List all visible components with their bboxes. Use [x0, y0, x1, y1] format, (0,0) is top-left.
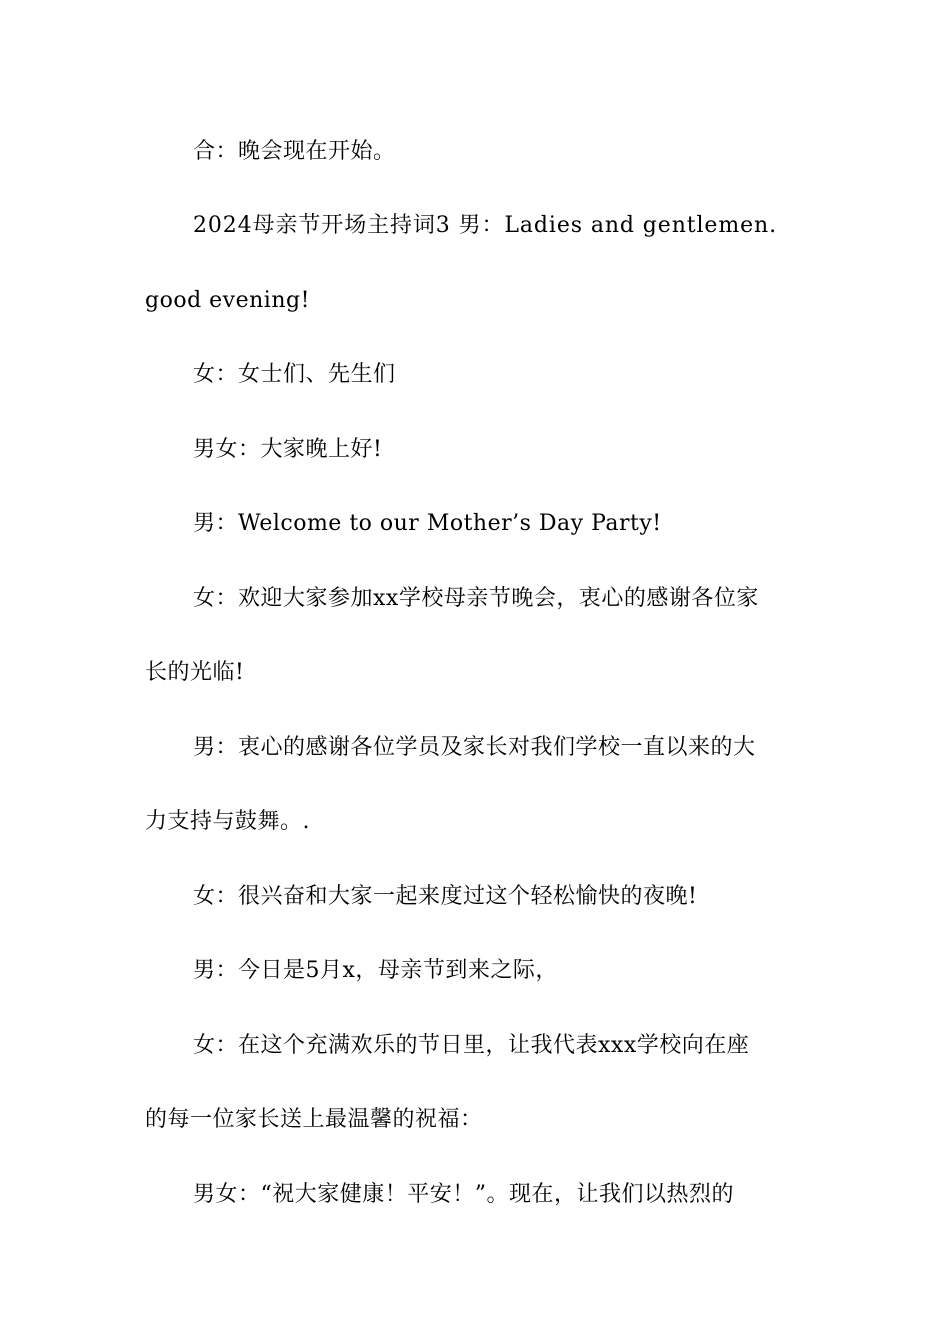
- paragraph-line: 男：Welcome to our Mother’s Day Party!: [193, 511, 662, 536]
- paragraph-line: 女：欢迎大家参加xx学校母亲节晚会，衷心的感谢各位家: [193, 586, 759, 611]
- paragraph-line: 男女：大家晚上好!: [193, 437, 383, 462]
- paragraph-line: 长的光临!: [145, 660, 245, 685]
- paragraph-line: 女：女士们、先生们: [193, 362, 396, 387]
- paragraph-line: good evening!: [145, 288, 310, 313]
- paragraph-line: 女：在这个充满欢乐的节日里，让我代表xxx学校向在座: [193, 1033, 750, 1058]
- paragraph-line: 2024母亲节开场主持词3 男：Ladies and gentlemen.: [193, 213, 777, 238]
- paragraph-line: 的每一位家长送上最温馨的祝福：: [145, 1107, 483, 1132]
- paragraph-line: 男：今日是5月x，母亲节到来之际，: [193, 958, 558, 983]
- paragraph-line: 合：晚会现在开始。: [193, 139, 396, 164]
- paragraph-line: 女：很兴奋和大家一起来度过这个轻松愉快的夜晚!: [193, 884, 698, 909]
- paragraph-line: 男女：“祝大家健康！平安！”。现在，让我们以热烈的: [193, 1182, 734, 1207]
- paragraph-line: 男：衷心的感谢各位学员及家长对我们学校一直以来的大: [193, 735, 756, 760]
- paragraph-line: 力支持与鼓舞。.: [145, 809, 310, 834]
